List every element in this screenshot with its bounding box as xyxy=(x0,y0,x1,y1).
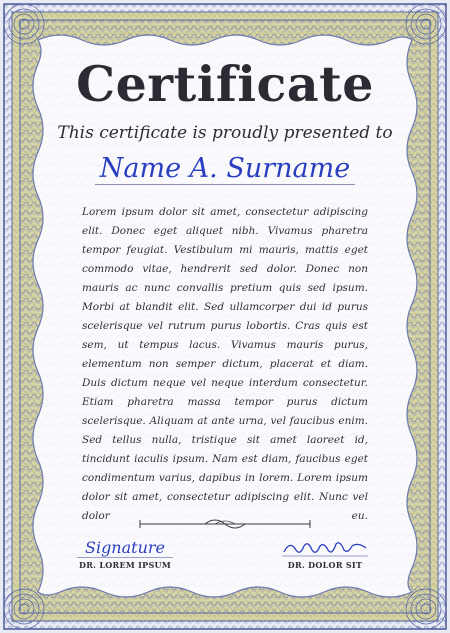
signature-script-left: Signature xyxy=(77,539,173,558)
name-underline xyxy=(95,184,355,185)
certificate-body-text: Lorem ipsum dolor sit amet, consectetur adipiscing elit. Donec eget aliquet nibh. Vivamus pharetra tempor feugiat. Vestibulum mi mauris, mattis eget commodo vitae, hendrerit sed dolor. Donec non mauris ac nunc convallis pretium quis sed ipsum. Morbi at blandit elit. Sed ullamcorper dui id purus scelerisque vel rutrum purus lobortis. Cras quis est sem, ut tempus lacus. Vivamus mauris purus, elementum non semper dictum, placerat et diam. Duis dictum neque vel neque interdum consectetur. Etiam pharetra massa tempor purus dictum scelerisque. Aliquam at ante urna, vel faucibus enim. Sed tellus nulla, tristique sit amet laoreet id, tincidunt iaculis ipsum. Nam est diam, faucibus eget condimentum varius, dapibus in lorem. Lorem ipsum dolor sit amet, consectetur adipiscing elit. Nunc vel dolor eu. xyxy=(82,206,368,522)
certificate-title: Certificate xyxy=(76,55,374,113)
recipient-name: Name A. Surname xyxy=(99,153,351,184)
presented-to-line: This certificate is proudly presented to xyxy=(57,123,393,143)
handwritten-signature-right xyxy=(280,538,370,558)
signature-block-right xyxy=(265,538,385,570)
signatory-name-right: DR. DOLOR SIT xyxy=(287,560,363,570)
signature-block-left xyxy=(65,538,185,570)
signatory-name-left: DR. LOREM IPSUM xyxy=(78,560,171,570)
